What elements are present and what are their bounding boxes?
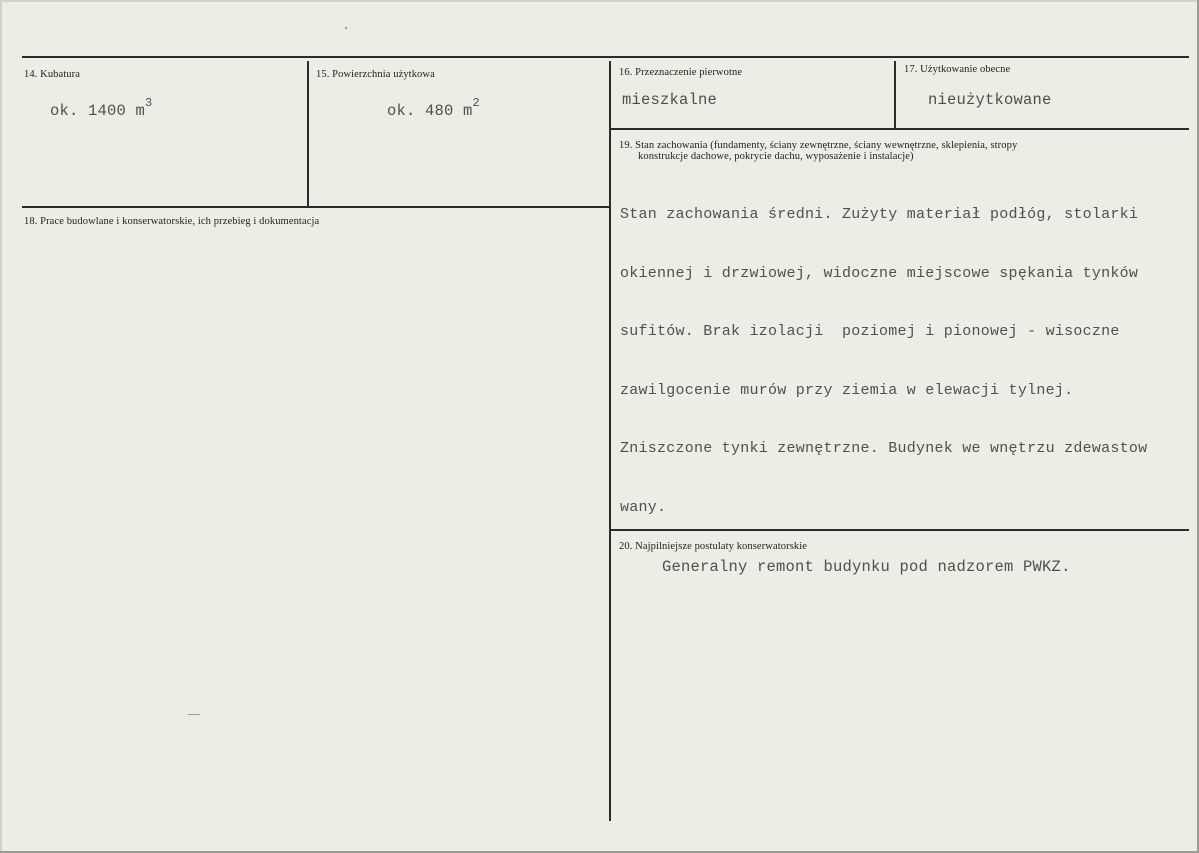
field-16-label: 16. Przeznaczenie pierwotne <box>619 67 743 78</box>
field-19-line-1: Stan zachowania średni. Zużyty materiał podłóg, stolarki <box>620 206 1139 223</box>
field-14-value-text: ok. 1400 m <box>50 102 146 121</box>
paper-mark <box>188 714 200 715</box>
field-15-label: 15. Powierzchnia użytkowa <box>316 69 435 80</box>
field-17-value: nieużytkowane <box>928 91 1052 109</box>
field-19-line-2: okiennej i drzwiowej, widoczne miejscowe spękania tynków <box>620 264 1139 282</box>
divider-14-15 <box>307 61 309 207</box>
field-19-line-6: wany. <box>620 498 667 516</box>
card-edge-top <box>0 0 1199 2</box>
field-19-label-line-1: 19. Stan zachowania (fundamenty, ściany zewnętrzne, ściany wewnętrzne, sklepienia, stropy <box>619 140 1018 151</box>
field-19-line-5: Zniszczone tynki zewnętrzne. Budynek we wnętrzu zdewastow <box>620 440 1148 457</box>
divider-main <box>609 61 611 821</box>
rule-under-16-17 <box>611 128 1189 130</box>
divider-16-17 <box>894 61 896 129</box>
field-15-value <box>387 96 480 121</box>
rule-under-14-15 <box>22 206 611 208</box>
paper-mark <box>345 27 347 29</box>
field-19-value <box>620 166 1147 556</box>
field-17-label: 17. Użytkowanie obecne <box>904 64 1011 75</box>
field-19-label-line-2: konstrukcje dachowe, pokrycie dachu, wyposażenie i instalacje) <box>638 151 914 162</box>
field-20-value: Generalny remont budynku pod nadzorem PWKZ. <box>662 558 1071 576</box>
field-15-value-exponent: 2 <box>472 96 480 110</box>
field-18-label: 18. Prace budowlane i konserwatorskie, ich przebieg i dokumentacja <box>24 216 320 227</box>
top-rule <box>22 56 1189 58</box>
field-14-value-exponent: 3 <box>145 96 153 110</box>
field-19-line-3: sufitów. Brak izolacji poziomej i pionowej - wisoczne <box>620 323 1120 340</box>
field-19-line-4: zawilgocenie murów przy ziemia w elewacji tylnej. <box>620 381 1074 399</box>
card-edge-left <box>0 0 2 853</box>
field-16-value: mieszkalne <box>622 91 718 109</box>
field-20-label: 20. Najpilniejsze postulaty konserwatorskie <box>619 541 808 552</box>
field-15-value-text: ok. 480 m <box>387 102 473 121</box>
field-14-label: 14. Kubatura <box>24 69 81 80</box>
field-14-value <box>50 96 153 121</box>
